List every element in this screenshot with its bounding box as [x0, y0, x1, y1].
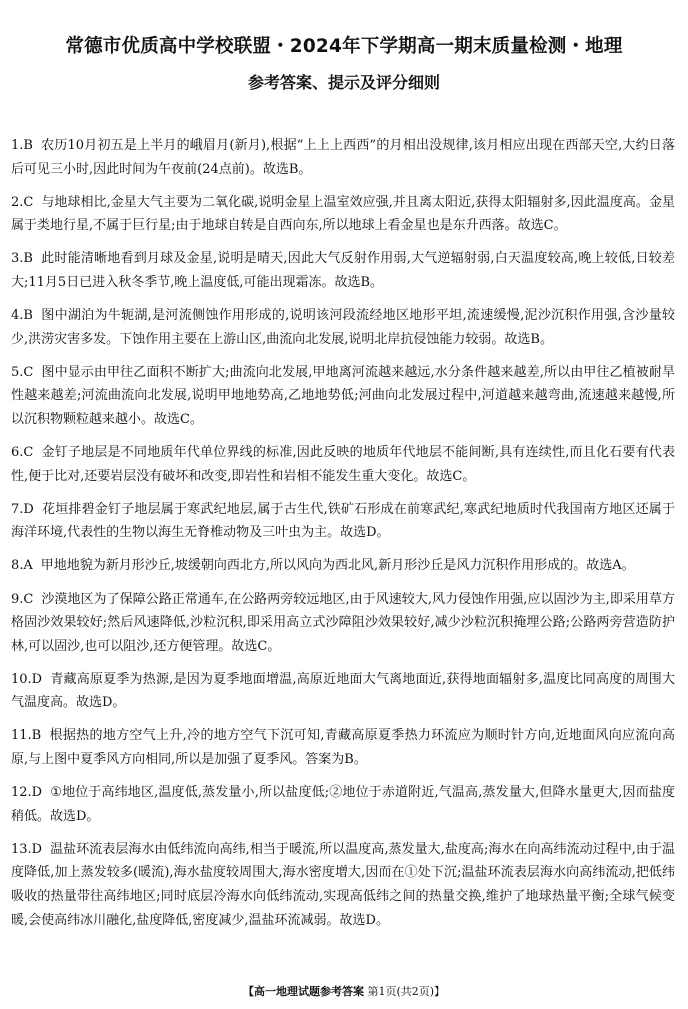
- answer-item: [11, 781, 675, 828]
- answer-item: [11, 441, 675, 488]
- answer-explanation: 图中显示由甲往乙面积不断扩大;曲流向北发展,甲地离河流越来越远,水分条件越来越差,所以由甲往乙植被耐旱性越来越差;河流曲流向北发展,说明甲地地势高,乙地地势低;河曲向北发展过程中,河道越来越弯曲,流速越来越慢,所以沉积物颗粒越来越小。故选C。: [11, 364, 675, 427]
- answer-number: 2.C: [11, 194, 34, 210]
- answer-item: [11, 668, 675, 715]
- answer-explanation: 图中湖泊为牛轭湖,是河流侧蚀作用形成的,说明该河段流经地区地形平坦,流速缓慢,泥沙沉积作用强,含沙量较少,洪涝灾害多发。下蚀作用主要在上游山区,曲流向北发展,说明北岸抗侵蚀能力较弱。故选B。: [11, 308, 675, 347]
- answer-item: [11, 724, 675, 771]
- answer-explanation: 温盐环流表层海水由低纬流向高纬,相当于暖流,所以温度高,蒸发量大,盐度高;海水在向高纬流动过程中,由于温度降低,加上蒸发较多(暖流),海水盐度较周围大,海水密度增大,因而在①处下沉;温盐环流表层海水向高纬流动,把低纬吸收的热量带往高纬地区;同时底层冷海水向低纬流动,实现高低纬之间的热量交换,维护了地球热量平衡;全球气候变暖,会使高纬冰川融化,盐度降低,密度减少,温盐环流减弱。故选D。: [11, 841, 675, 928]
- answer-number: 6.C: [11, 445, 34, 461]
- answer-explanation: 沙漠地区为了保障公路正常通车,在公路两旁较远地区,由于风速较大,风力侵蚀作用强,应以固沙为主,即采用草方格固沙效果较好;然后风速降低,沙粒沉积,即采用高立式沙障阻沙效果较好,减少沙粒沉积掩埋公路;公路两旁营造防护林,可以固沙,也可以阻沙,还方便管理。故选C。: [11, 591, 675, 654]
- answer-number: 9.C: [11, 591, 34, 607]
- answer-explanation: 甲地地貌为新月形沙丘,坡缓朝向西北方,所以风向为西北风,新月形沙丘是风力沉积作用形成的。故选A。: [40, 558, 635, 574]
- answer-explanation: 农历10月初五是上半月的峨眉月(新月),根据“上上上西西”的月相出没规律,该月相应出现在西部天空,大约日落后可见三小时,因此时间为午夜前(24点前)。故选B。: [11, 138, 675, 177]
- answer-number: 8.A: [11, 558, 33, 574]
- answer-explanation: ①地位于高纬地区,温度低,蒸发量小,所以盐度低;②地位于赤道附近,气温高,蒸发量大,但降水量更大,因而盐度稍低。故选D。: [11, 785, 675, 824]
- answer-explanation: 此时能清晰地看到月球及金星,说明是晴天,因此大气反射作用弱,大气逆辐射弱,白天温度较高,晚上较低,日较差大;11月5日已进入秋冬季节,晚上温度低,可能出现霜冻。故选B。: [11, 251, 675, 290]
- answer-number: 12.D: [11, 785, 43, 801]
- answer-number: 10.D: [11, 671, 43, 687]
- answer-list: [11, 134, 675, 942]
- answer-explanation: 花垣排碧金钉子地层属于寒武纪地层,属于古生代,铁矿石形成在前寒武纪,寒武纪地质时代我国南方地区还属于海洋环境,代表性的生物以海生无脊椎动物及三叶虫为主。故选D。: [11, 501, 675, 541]
- answer-number: 11.B: [11, 728, 42, 744]
- answer-number: 13.D: [11, 841, 43, 857]
- answer-item: [11, 134, 675, 181]
- answer-number: 7.D: [11, 501, 34, 517]
- answer-item: [11, 498, 675, 545]
- answer-item: [11, 838, 675, 932]
- answer-item: [11, 191, 675, 238]
- answer-number: 4.B: [11, 308, 33, 324]
- answer-item: [11, 361, 675, 432]
- answer-item: [11, 304, 675, 351]
- page-footer: [0, 984, 688, 1000]
- answer-explanation: 与地球相比,金星大气主要为二氧化碳,说明金星上温室效应强,并且离太阳近,获得太阳辐射多,因此温度高。金星属于类地行星,不属于巨行星;由于地球自转是自西向东,所以地球上看金星也是东升西落。故选C。: [11, 194, 675, 234]
- answer-item: [11, 554, 675, 578]
- answer-item: [11, 247, 675, 294]
- answer-item: [11, 588, 675, 659]
- answer-explanation: 青藏高原夏季为热源,是因为夏季地面增温,高原近地面大气离地面近,获得地面辐射多,温度比同高度的周围大气温度高。故选D。: [11, 671, 675, 711]
- page-subtitle: 参考答案、提示及评分细则: [247, 73, 440, 92]
- page-title: 常德市优质高中学校联盟・2024年下学期高一期末质量检测・地理: [65, 36, 623, 57]
- answer-number: 3.B: [11, 251, 33, 267]
- answer-explanation: 金钉子地层是不同地质年代单位界线的标准,因此反映的地质年代地层不能间断,具有连续性,而且化石要有代表性,便于比对,还要岩层没有破坏和改变,即岩性和岩相不能发生重大变化。故选C。: [11, 445, 675, 484]
- footer-title: 【高一地理试题参考答案: [242, 985, 364, 998]
- answer-number: 1.B: [11, 138, 33, 153]
- answer-explanation: 根据热的地方空气上升,冷的地方空气下沉可知,青藏高原夏季热力环流应为顺时针方向,近地面风向应流向高原,与上图中夏季风方向相同,所以是加强了夏季风。答案为B。: [11, 728, 675, 768]
- answer-number: 5.C: [11, 364, 34, 380]
- footer-page-number: 第1页(共2页)】: [367, 985, 446, 998]
